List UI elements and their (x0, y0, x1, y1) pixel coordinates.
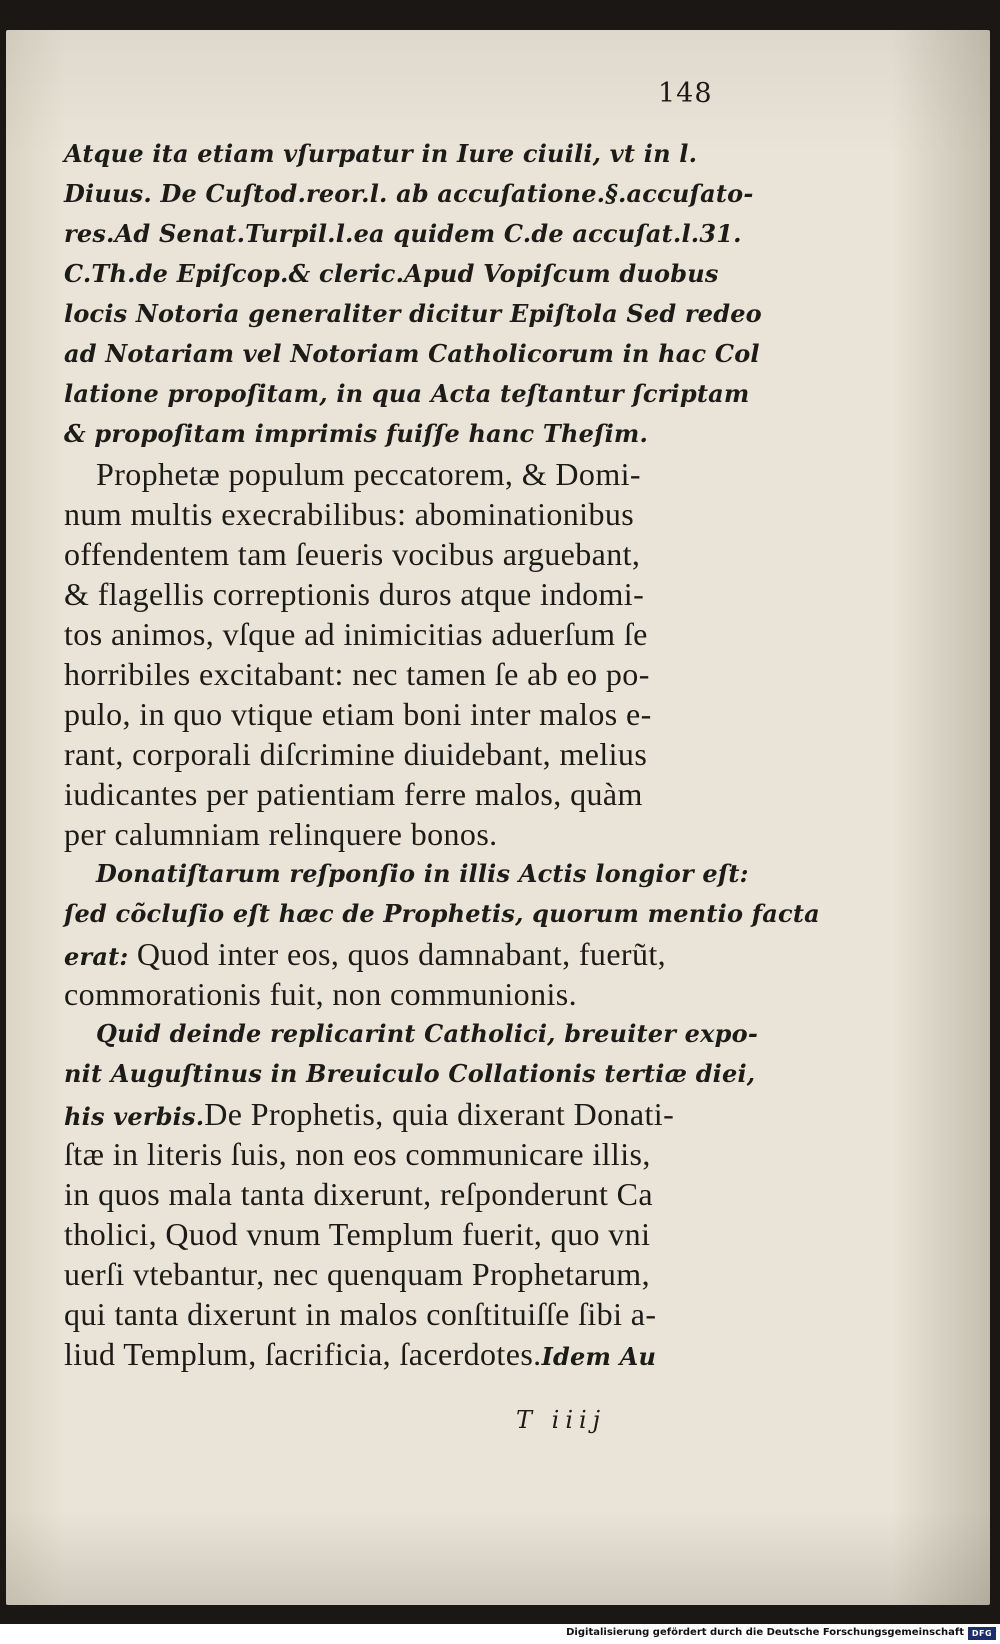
text-line: ſtæ in literis ſuis, non eos communicare illis, (64, 1136, 651, 1172)
text-line: & flagellis correptionis duros atque indomi- (64, 576, 645, 612)
text-line (64, 934, 744, 974)
text-roman: liud Templum, ſacrificia, ſacerdotes. (64, 1336, 542, 1372)
text-line: uerſi vtebantur, nec quenquam Prophetarum, (64, 1256, 651, 1292)
text-line: per calumniam relinquere bonos. (64, 816, 498, 852)
text-line: pulo, in quo vtique etiam boni inter malos e- (64, 696, 652, 732)
text-line: latione propoſitam, in qua Acta teſtantur ſcriptam (64, 379, 750, 408)
text-line: qui tanta dixerunt in malos conſtituiſſe ſibi a- (64, 1296, 657, 1332)
text-line (64, 1094, 744, 1134)
text-line: tos animos, vſque ad inimicitias aduerſum ſe (64, 616, 648, 652)
page-text (64, 134, 820, 1374)
text-line: Quid deinde replicarint Catholici, breuiter expo- (96, 1019, 758, 1048)
text-line: ad Notariam vel Notoriam Catholicorum in hac Col (64, 339, 760, 368)
digitization-footer (0, 1624, 1000, 1644)
text-line: tholici, Quod vnum Templum fuerit, quo vni (64, 1216, 651, 1252)
text-line: C.Th.de Epiſcop.& cleric.Apud Vopiſcum duobus (64, 259, 719, 288)
text-line: horribiles excitabant: nec tamen ſe ab eo po- (64, 656, 650, 692)
text-roman: De Prophetis, quia dixerant Donati- (204, 1096, 675, 1132)
text-italic: Idem Au (541, 1342, 657, 1371)
text-line (64, 1334, 744, 1374)
text-line: offendentem tam ſeueris vocibus arguebant, (64, 536, 641, 572)
text-italic: his verbis. (64, 1102, 205, 1131)
text-line: Atque ita etiam vſurpatur in Iure ciuili, vt in l. (64, 139, 698, 168)
text-line: iudicantes per patientiam ferre malos, quàm (64, 776, 643, 812)
text-line: locis Notoria generaliter dicitur Epiſtola Sed redeo (64, 299, 762, 328)
text-line: res.Ad Senat.Turpil.l.ea quidem C.de accuſat.l.31. (64, 219, 742, 248)
text-line: Diuus. De Cuſtod.reor.l. ab accuſatione.§.accuſato- (64, 179, 754, 208)
text-line: nit Auguſtinus in Breuiculo Collationis tertiæ diei, (64, 1059, 756, 1088)
page-number: 148 (658, 78, 713, 109)
text-line: commorationis fuit, non communionis. (64, 976, 578, 1012)
text-line: num multis execrabilibus: abominationibus (64, 496, 635, 532)
text-italic: erat: (64, 942, 129, 971)
text-line: Prophetæ populum peccatorem, & Domi- (96, 456, 641, 492)
dfg-logo-icon: DFG (968, 1627, 996, 1640)
text-line: Donatiſtarum reſponſio in illis Actis longior eſt: (96, 859, 749, 888)
footer-credit: Digitalisierung gefördert durch die Deutsche Forschungsgemeinschaft (566, 1627, 964, 1638)
text-roman: Quod inter eos, quos damnabant, fuerũt, (128, 936, 667, 972)
book-page (6, 30, 990, 1605)
text-line: & propoſitam imprimis fuiſſe hanc Theſim. (64, 419, 649, 448)
text-line: rant, corporali diſcrimine diuidebant, melius (64, 736, 648, 772)
signature-mark: T iiij (516, 1406, 607, 1434)
text-line: in quos mala tanta dixerunt, reſponderunt Ca (64, 1176, 654, 1212)
text-line: ſed cõcluſio eſt hæc de Prophetis, quorum mentio facta (64, 899, 820, 928)
